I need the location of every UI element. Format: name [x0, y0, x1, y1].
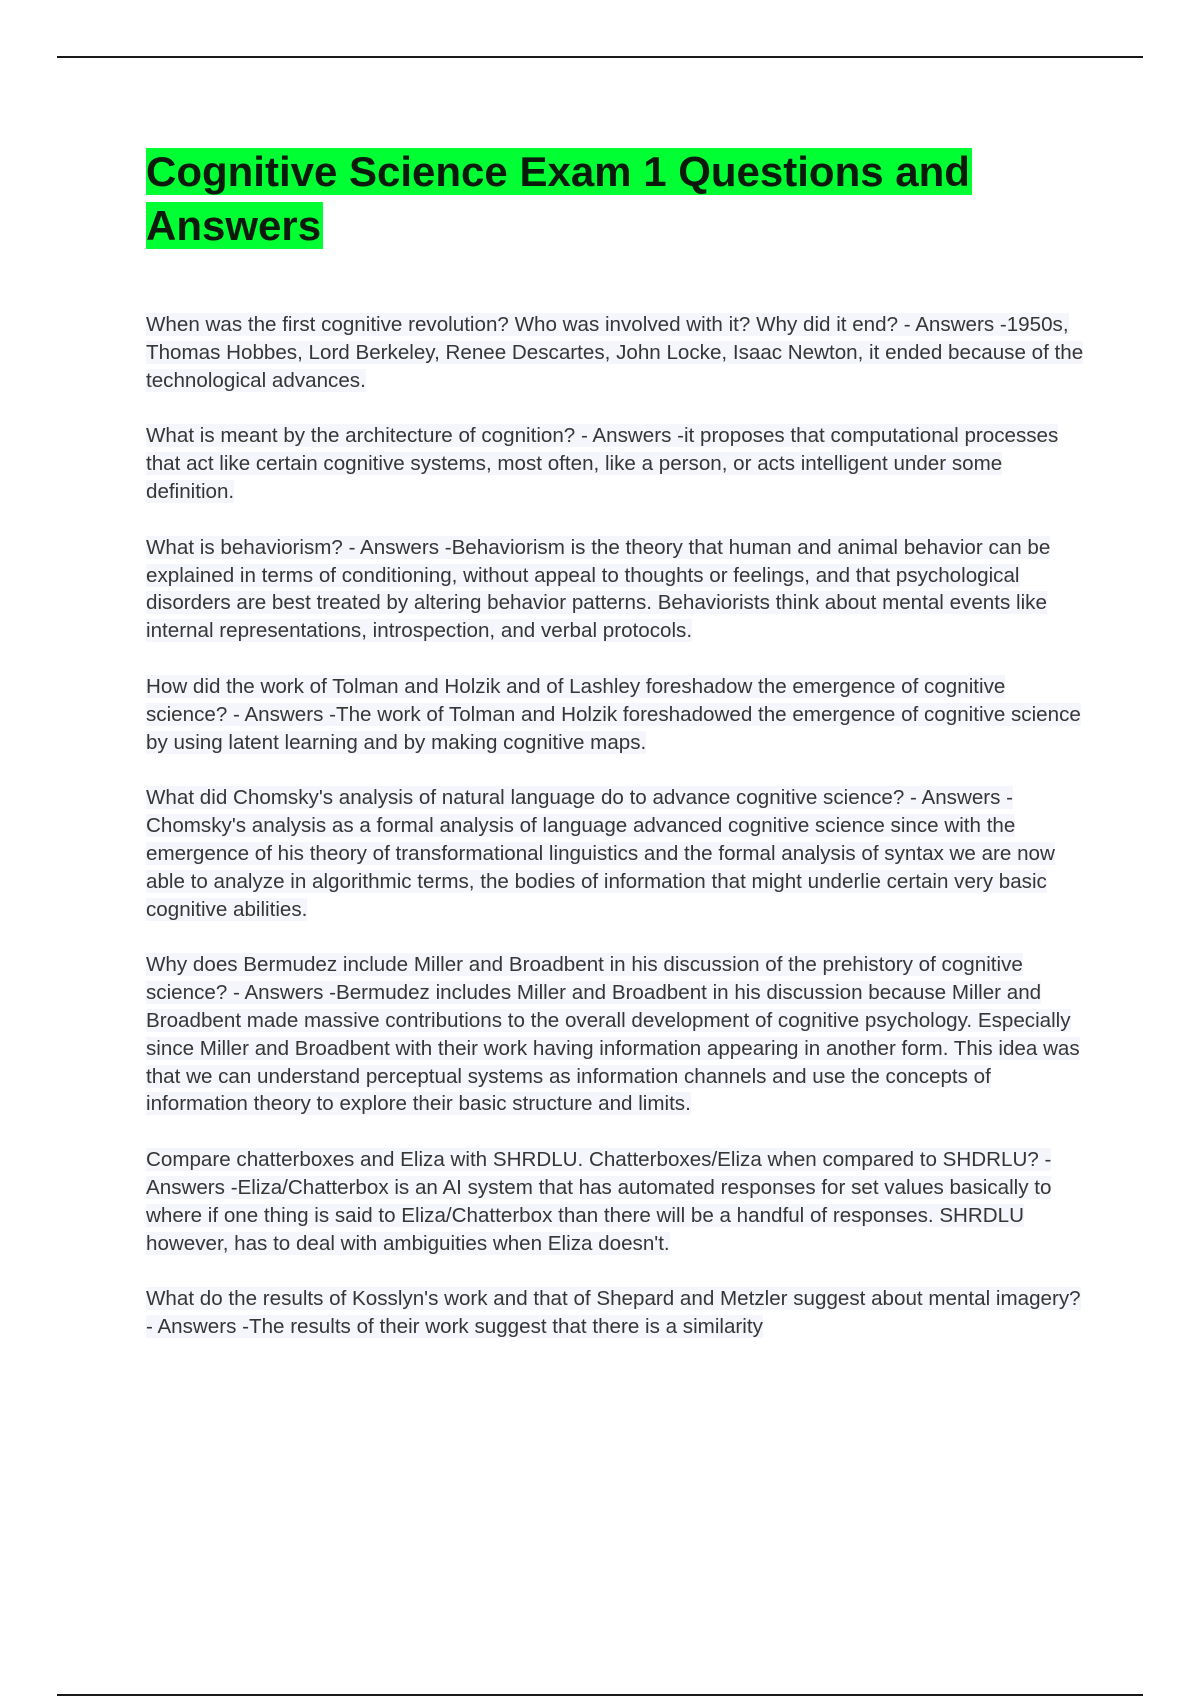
document-body — [146, 145, 1086, 1369]
qa-item: Compare chatterboxes and Eliza with SHRDLU. Chatterboxes/Eliza when compared to SHDRLU? - Answers -Eliza/Chatterbox is an AI system that has automated responses for set values basically to where if one thing is said to Eliza/Chatterbox than there will be a handful of responses. SHRDLU however, has to deal with ambiguities when Eliza doesn't. — [146, 1148, 1052, 1255]
top-rule — [57, 56, 1143, 58]
document-title: Cognitive Science Exam 1 Questions and Answers — [146, 148, 970, 249]
bottom-rule — [57, 1694, 1143, 1696]
qa-item: Why does Bermudez include Miller and Broadbent in his discussion of the prehistory of cognitive science? - Answers -Bermudez includes Miller and Broadbent in his discussion because Miller and Broadbent made massive contributions to the overall development of cognitive psychology. Especially since Miller and Broadbent with their work having information appearing in another form. This idea was that we can understand perceptual systems as information channels and use the concepts of information theory to explore their basic structure and limits. — [146, 953, 1080, 1116]
qa-item: How did the work of Tolman and Holzik and of Lashley foreshadow the emergence of cognitive science? - Answers -The work of Tolman and Holzik foreshadowed the emergence of cognitive science by using latent learning and by making cognitive maps. — [146, 674, 1081, 754]
qa-item: What did Chomsky's analysis of natural language do to advance cognitive science? - Answers -Chomsky's analysis as a formal analysis of language advanced cognitive science since with the emergence of his theory of transformational linguistics and the formal analysis of syntax we are now able to analyze in algorithmic terms, the bodies of information that might underlie certain very basic cognitive abilities. — [146, 786, 1055, 921]
qa-list — [146, 311, 1086, 1341]
qa-item: When was the first cognitive revolution? Who was involved with it? Why did it end? - Answers -1950s, Thomas Hobbes, Lord Berkeley, Renee Descartes, John Locke, Isaac Newton, it ended because of the technological advances. — [146, 313, 1084, 392]
qa-item: What do the results of Kosslyn's work and that of Shepard and Metzler suggest about mental imagery? - Answers -The results of their work suggest that there is a similarity — [146, 1287, 1081, 1339]
qa-item: What is meant by the architecture of cognition? - Answers -it proposes that computational processes that act like certain cognitive systems, most often, like a person, or acts intelligent under some definition. — [146, 424, 1059, 503]
qa-item: What is behaviorism? - Answers -Behaviorism is the theory that human and animal behavior can be explained in terms of conditioning, without appeal to thoughts or feelings, and that psychological disorders are best treated by altering behavior patterns. Behaviorists think about mental events like internal representations, introspection, and verbal protocols. — [146, 535, 1051, 643]
